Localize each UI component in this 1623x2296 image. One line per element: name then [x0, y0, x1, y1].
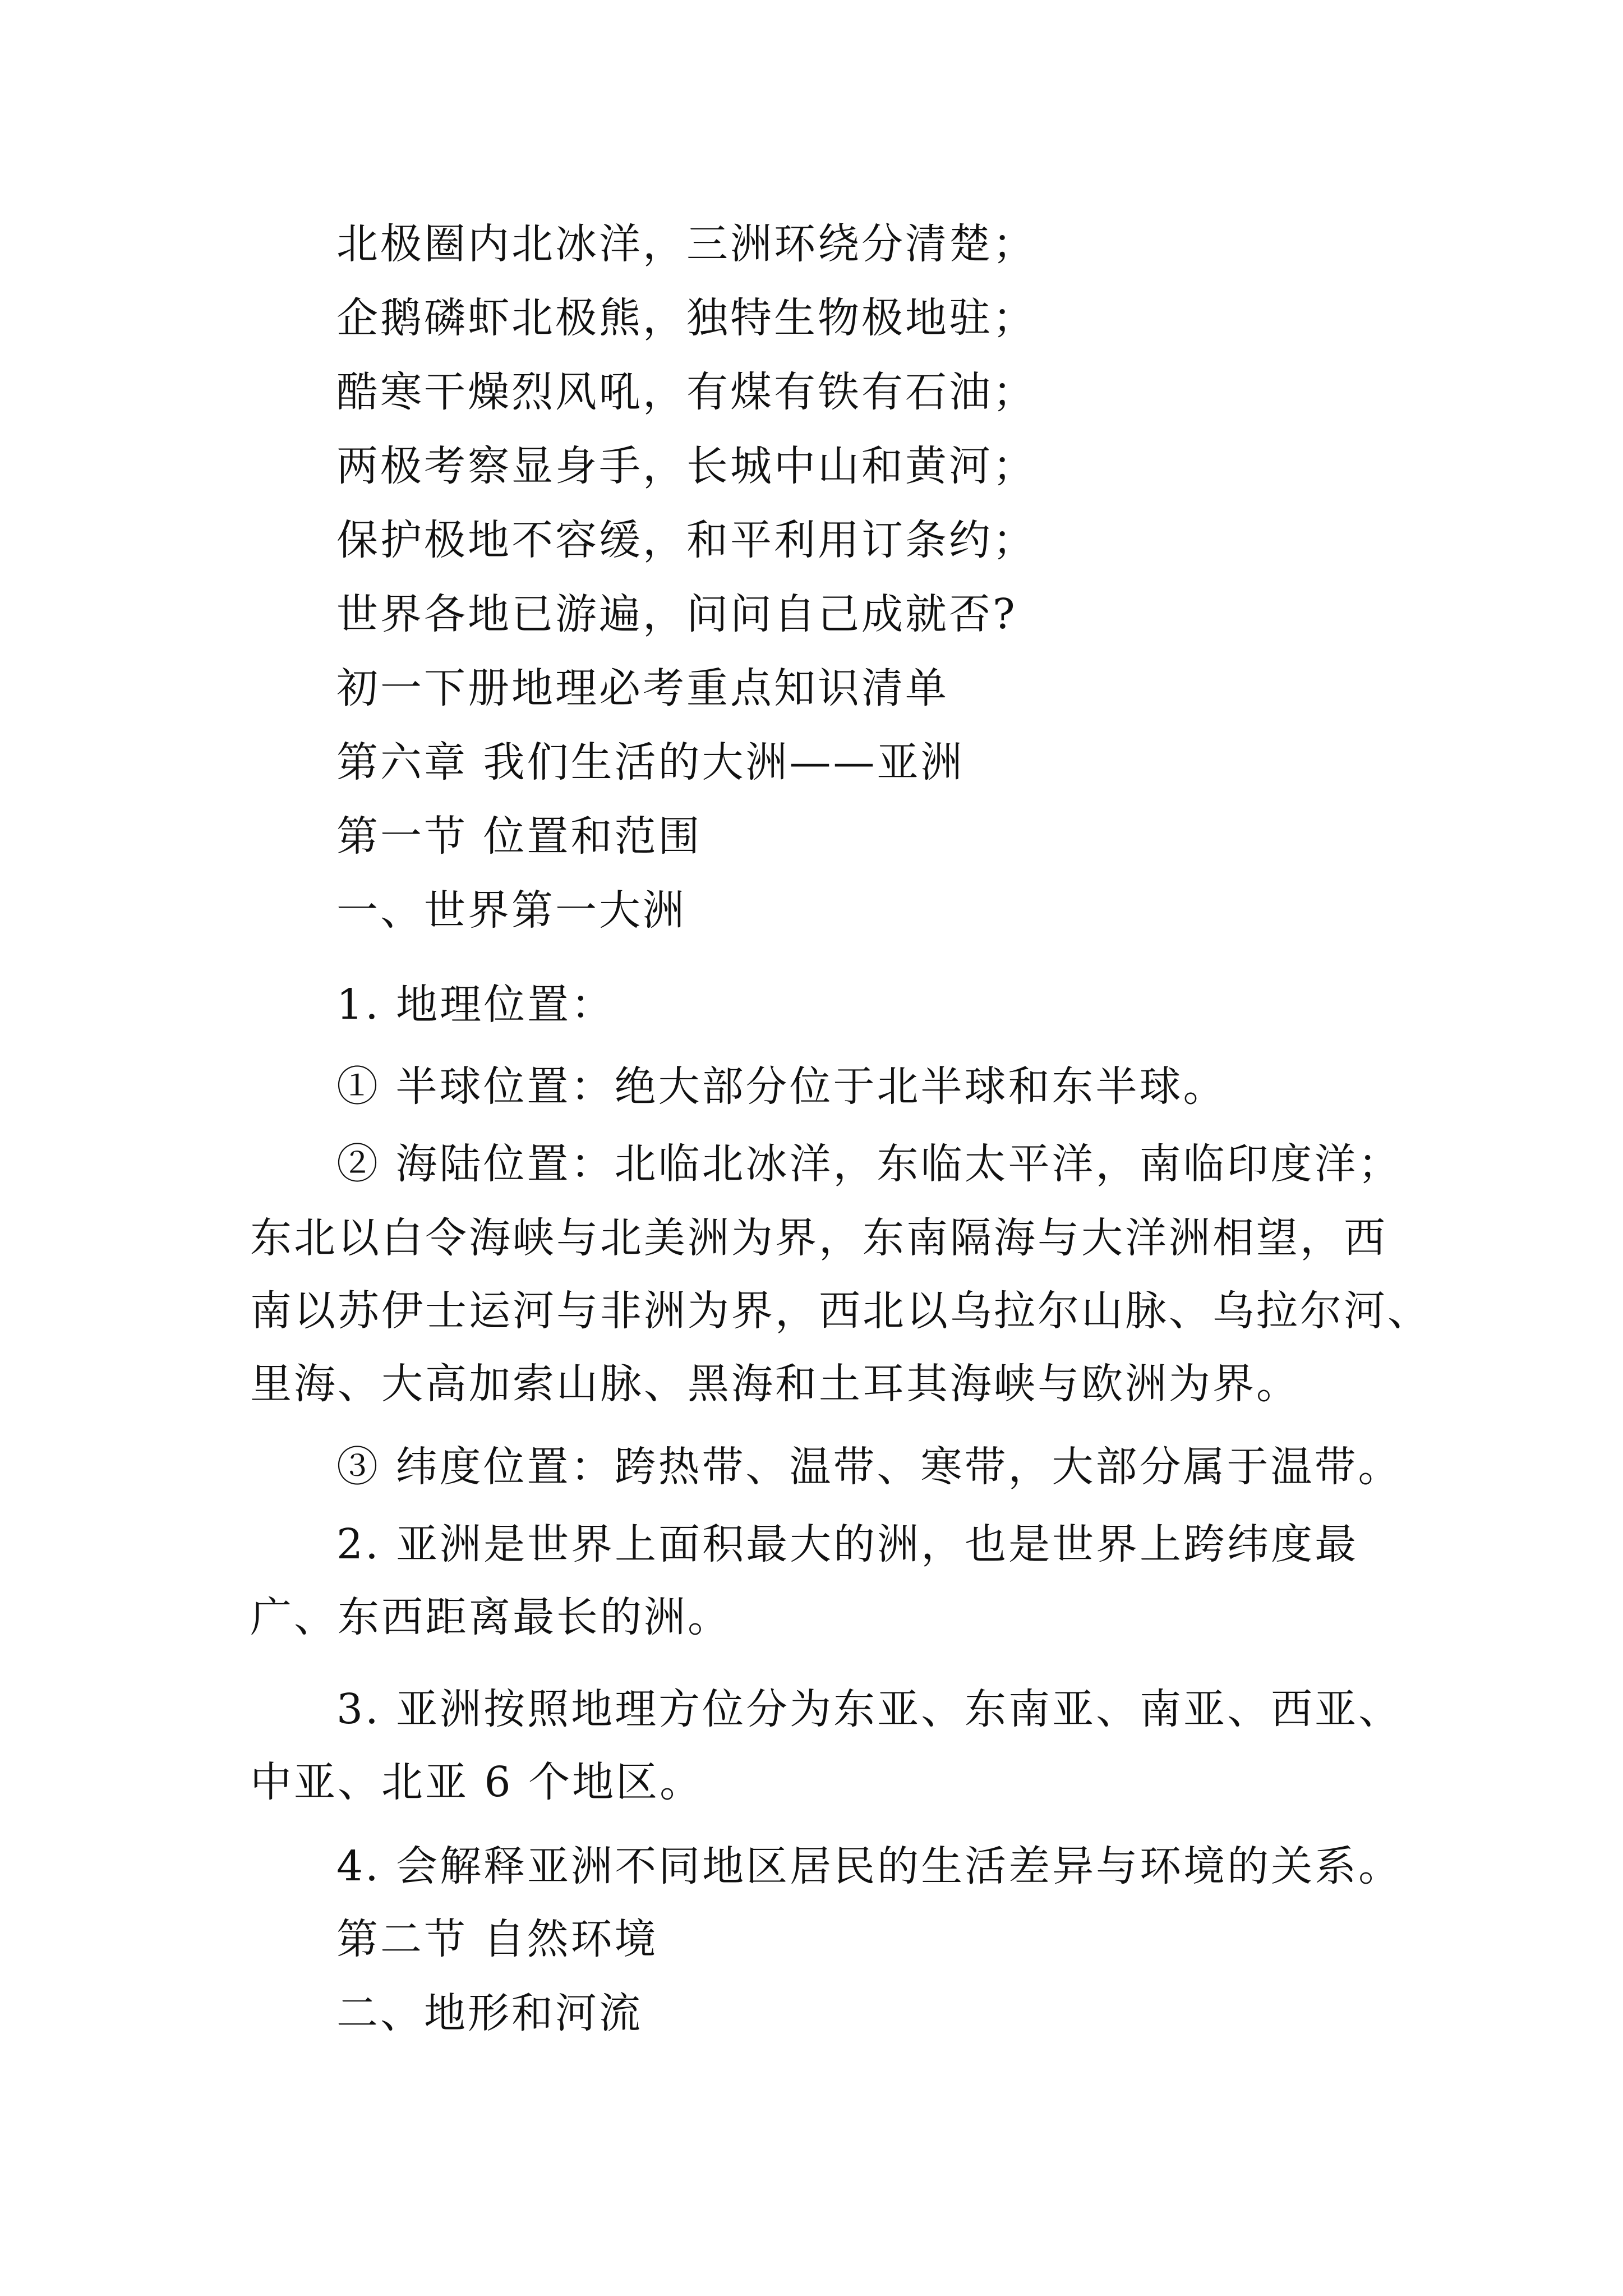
item-1-heading: 1. 地理位置： [336, 981, 615, 1029]
poem-line-2: 企鹅磷虾北极熊，独特生物极地驻； [336, 294, 1036, 342]
chapter-heading: 第六章 我们生活的大洲——亚洲 [336, 738, 965, 786]
item-1-point-2-line-1: ② 海陆位置：北临北冰洋，东临太平洋，南临印度洋； [336, 1140, 1402, 1188]
poem-line-1: 北极圈内北冰洋，三洲环绕分清楚； [336, 220, 1036, 268]
item-1-point-3: ③ 纬度位置：跨热带、温带、寒带，大部分属于温带。 [336, 1443, 1402, 1491]
document-title: 初一下册地理必考重点知识清单 [336, 664, 949, 712]
item-1-point-2-line-3: 南以苏伊士运河与非洲为界，西北以乌拉尔山脉、乌拉尔河、 [250, 1287, 1431, 1335]
section-heading-1: 第一节 位置和范围 [336, 812, 702, 861]
subsection-heading-1: 一、世界第一大洲 [336, 886, 686, 935]
item-1-point-2-line-2: 东北以白令海峡与北美洲为界，东南隔海与大洋洲相望，西 [250, 1214, 1387, 1262]
item-1-point-1: ① 半球位置：绝大部分位于北半球和东半球。 [336, 1062, 1227, 1111]
section-heading-2: 第二节 自然环境 [336, 1915, 658, 1963]
item-1-point-2-line-4: 里海、大高加索山脉、黑海和土耳其海峡与欧洲为界。 [250, 1360, 1300, 1408]
item-3-line-1: 3. 亚洲按照地理方位分为东亚、东南亚、南亚、西亚、 [336, 1685, 1403, 1733]
poem-line-3: 酷寒干燥烈风吼，有煤有铁有石油； [336, 368, 1036, 416]
poem-line-5: 保护极地不容缓，和平利用订条约； [336, 516, 1036, 564]
item-2-line-2: 广、东西距离最长的洲。 [250, 1593, 731, 1641]
subsection-heading-2: 二、地形和河流 [336, 1989, 643, 2037]
item-4: 4. 会解释亚洲不同地区居民的生活差异与环境的关系。 [336, 1842, 1403, 1890]
item-3-line-2: 中亚、北亚 6 个地区。 [250, 1758, 704, 1806]
item-2-line-1: 2. 亚洲是世界上面积最大的洲，也是世界上跨纬度最 [336, 1520, 1359, 1568]
poem-line-6: 世界各地已游遍，问问自己成就否? [336, 590, 1017, 638]
poem-line-4: 两极考察显身手，长城中山和黄河； [336, 442, 1036, 490]
